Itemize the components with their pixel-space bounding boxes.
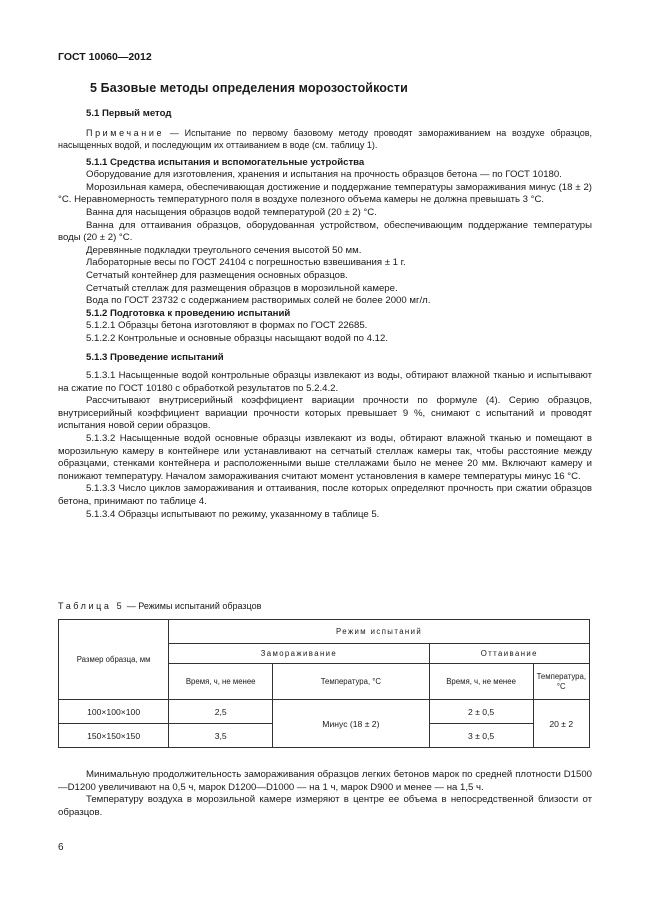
- header-freeze-time: Время, ч, не менее: [169, 664, 273, 700]
- note: [58, 127, 592, 151]
- paragraph: Ванна для оттаивания образцов, оборудованная устройством, обеспечивающим поддержание температуры воды (20 ± 2) °С.: [58, 219, 592, 244]
- paragraph: Температуру воздуха в морозильной камере измеряют в центре ее объема в непосредственной близости от образцов.: [58, 794, 592, 818]
- paragraph: Сетчатый контейнер для размещения основных образцов.: [86, 269, 348, 281]
- cell-thaw-time: 2 ± 0,5: [429, 700, 533, 724]
- header-thaw-temp: Температура, °С: [533, 664, 589, 700]
- header-freeze: Замораживание: [169, 644, 429, 664]
- table-row: [59, 700, 590, 724]
- paragraph: Деревянные подкладки треугольного сечения высотой 50 мм.: [86, 244, 362, 256]
- paragraph: 5.1.3.4 Образцы испытывают по режиму, указанному в таблице 5.: [86, 508, 380, 520]
- header-mode: Режим испытаний: [169, 620, 590, 644]
- cell-freeze-time: 3,5: [169, 724, 273, 748]
- section-title: 5 Базовые методы определения морозостойкости: [90, 81, 408, 95]
- cell-freeze-time: 2,5: [169, 700, 273, 724]
- test-modes-table: [58, 619, 590, 748]
- paragraph: 5.1.2.2 Контрольные и основные образцы насыщают водой по 4.12.: [86, 332, 389, 344]
- table-caption-text: — Режимы испытаний образцов: [126, 601, 262, 611]
- cell-thaw-temp: 20 ± 2: [533, 700, 589, 748]
- note-label: Примечание: [86, 127, 165, 138]
- header-thaw: Оттаивание: [429, 644, 589, 664]
- page-number: 6: [58, 842, 64, 853]
- paragraph: 5.1.2.1 Образцы бетона изготовляют в формах по ГОСТ 22685.: [86, 320, 368, 332]
- cell-thaw-time: 3 ± 0,5: [429, 724, 533, 748]
- paragraph: 5.1.3.2 Насыщенные водой основные образцы извлекают из воды, обтирают влажной тканью и помещают в морозильную камеру в контейнере или устанавливают на сетчатый стеллаж камеры так, чтобы расстояние между образцами, стенками контейнера и расположенными выше стеллажами было не менее 20 мм. Включают камеру и понижают температуру. Началом замораживания считают момент установления в камере температуры минус 16 °С.: [58, 433, 592, 482]
- header-size: Размер образца, мм: [59, 620, 169, 700]
- header-thaw-time: Время, ч, не менее: [429, 664, 533, 700]
- paragraph: Лабораторные весы по ГОСТ 24104 с погрешностью взвешивания ± 1 г.: [86, 257, 406, 269]
- closing-text: [58, 769, 592, 819]
- subsection-5-1-3: 5.1.3 Проведение испытаний: [86, 351, 224, 363]
- paragraph: Морозильная камера, обеспечивающая достижение и поддержание температуры замораживания минус (18 ± 2) °С. Неравномерность температурного поля в воздухе полезного объема камеры не должна превышать 3 °С.: [58, 181, 592, 206]
- header-freeze-temp: Температура, °С: [273, 664, 429, 700]
- subsection-5-1-1: 5.1.1 Средства испытания и вспомогательные устройства: [86, 156, 365, 168]
- subsection-5-1-2: 5.1.2 Подготовка к проведению испытаний: [86, 307, 291, 319]
- paragraph: Минимальную продолжительность замораживания образцов легких бетонов марок по средней плотности D1500—D1200 увеличивают на 0,5 ч, марок D1200—D1000 — на 1 ч, марок D900 и менее — на 1,5 ч.: [58, 769, 592, 793]
- table-caption-label: Таблица 5: [58, 601, 125, 611]
- cell-size: 100×100×100: [59, 700, 169, 724]
- table-caption: [58, 601, 261, 611]
- paragraph: Сетчатый стеллаж для размещения образцов в морозильной камере.: [86, 282, 398, 294]
- paragraph: Рассчитывают внутрисерийный коэффициент вариации прочности по формуле (4). Серию образцов, внутрисерийный коэффициент вариации прочности которых превышает 9 %, снимают с испытаний и проводят испытания новой серии образцов.: [58, 395, 592, 432]
- paragraph: Ванна для насыщения образцов водой температурой (20 ± 2) °С.: [86, 206, 377, 218]
- paragraph: Вода по ГОСТ 23732 с содержанием растворимых солей не более 2000 мг/л.: [86, 295, 431, 307]
- paragraph: 5.1.3.3 Число циклов замораживания и оттаивания, после которых определяют прочность при сжатии образцов бетона, принимают по таблице 4.: [58, 483, 592, 508]
- standard-header: ГОСТ 10060—2012: [58, 51, 152, 63]
- paragraph: 5.1.3.1 Насыщенные водой контрольные образцы извлекают из воды, обтирают влажной тканью и испытывают на сжатие по ГОСТ 10180 с обработкой результатов по 5.2.4.2.: [58, 370, 592, 394]
- note-text: — Испытание по первому базовому методу проводят замораживанием на воздухе образцов, насыщенных водой, и последующим их оттаиванием в воде (см. таблицу 1).: [58, 127, 592, 150]
- cell-freeze-temp: Минус (18 ± 2): [273, 700, 429, 748]
- paragraph: Оборудование для изготовления, хранения и испытания на прочность образцов бетона — по ГОСТ 10180.: [86, 169, 562, 181]
- cell-size: 150×150×150: [59, 724, 169, 748]
- body-text: [58, 108, 592, 521]
- subsection-5-1: 5.1 Первый метод: [86, 108, 172, 119]
